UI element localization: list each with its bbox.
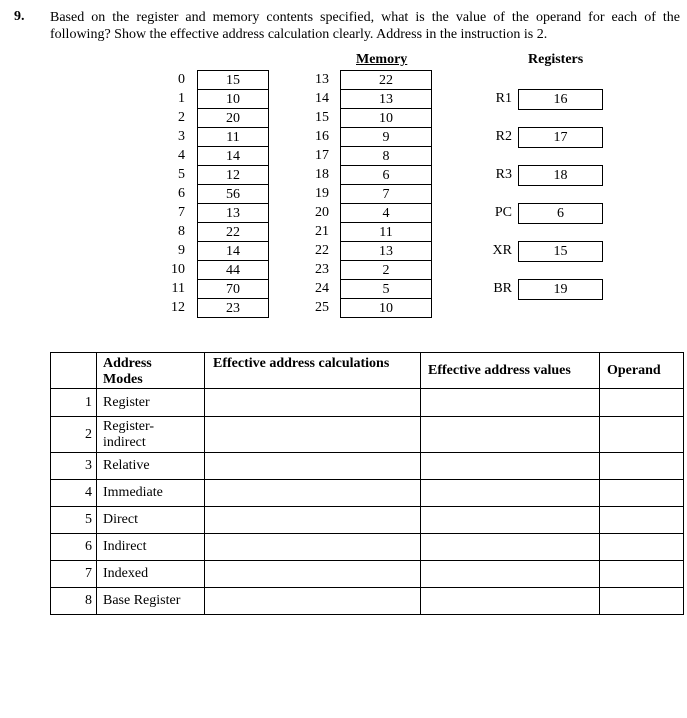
register-label: XR [492, 243, 512, 258]
memory-address: 7 [178, 205, 185, 220]
eac-cell[interactable] [205, 480, 421, 507]
memory-address: 14 [315, 91, 329, 106]
memory-cell: 13 [197, 203, 269, 223]
row-number: 4 [51, 480, 97, 507]
row-mode: Relative [97, 453, 205, 480]
register-label: R1 [495, 91, 512, 106]
memory-cell: 6 [340, 165, 432, 185]
register-value: 16 [518, 89, 603, 110]
row-number: 6 [51, 534, 97, 561]
operand-cell[interactable] [600, 453, 684, 480]
table-row [51, 480, 684, 507]
header-address-modes [97, 353, 205, 389]
header-number-cell [51, 353, 97, 389]
eav-cell[interactable] [421, 480, 600, 507]
memory-address: 12 [171, 300, 185, 315]
row-number: 8 [51, 588, 97, 615]
register-value: 17 [518, 127, 603, 148]
memory-cell: 5 [340, 279, 432, 299]
memory-cell: 12 [197, 165, 269, 185]
eav-cell[interactable] [421, 417, 600, 453]
memory-address: 13 [315, 72, 329, 87]
question-text: Based on the register and memory contents specified, what is the value of the operand for each of the following? Show the effective address calculation clearly. Address in the instruction is 2. [50, 10, 680, 42]
eav-cell[interactable] [421, 507, 600, 534]
table-header-row [51, 353, 684, 389]
memory-cell: 10 [197, 89, 269, 109]
row-number: 5 [51, 507, 97, 534]
header-effective-address-values: Effective address values [421, 353, 600, 389]
operand-cell[interactable] [600, 507, 684, 534]
operand-cell[interactable] [600, 588, 684, 615]
register-label: R2 [495, 129, 512, 144]
eac-cell[interactable] [205, 417, 421, 453]
memory-address: 4 [178, 148, 185, 163]
eac-cell[interactable] [205, 453, 421, 480]
memory-address: 2 [178, 110, 185, 125]
table-row [51, 417, 684, 453]
row-mode: Immediate [97, 480, 205, 507]
eav-cell[interactable] [421, 453, 600, 480]
memory-address: 25 [315, 300, 329, 315]
eav-cell[interactable] [421, 534, 600, 561]
memory-cell: 10 [340, 298, 432, 318]
memory-cell: 15 [197, 70, 269, 90]
memory-address: 17 [315, 148, 329, 163]
memory-cell: 10 [340, 108, 432, 128]
register-label: BR [493, 281, 512, 296]
eac-cell[interactable] [205, 588, 421, 615]
row-mode [97, 417, 205, 453]
memory-cell: 8 [340, 146, 432, 166]
operand-cell[interactable] [600, 480, 684, 507]
row-mode-line2: indirect [103, 434, 146, 450]
eac-cell[interactable] [205, 389, 421, 417]
table-row [51, 453, 684, 480]
register-value: 18 [518, 165, 603, 186]
header-mode-line2: Modes [103, 372, 143, 387]
memory-cell: 13 [340, 89, 432, 109]
memory-address: 22 [315, 243, 329, 258]
memory-cell: 2 [340, 260, 432, 280]
row-mode: Indirect [97, 534, 205, 561]
memory-cell: 11 [340, 222, 432, 242]
memory-address: 21 [315, 224, 329, 239]
memory-address: 16 [315, 129, 329, 144]
table-row [51, 561, 684, 588]
memory-address: 0 [178, 72, 185, 87]
memory-address: 24 [315, 281, 329, 296]
operand-cell[interactable] [600, 534, 684, 561]
memory-address: 11 [171, 281, 185, 296]
memory-cell: 11 [197, 127, 269, 147]
register-value: 19 [518, 279, 603, 300]
operand-cell[interactable] [600, 561, 684, 588]
table-row [51, 588, 684, 615]
row-mode: Indexed [97, 561, 205, 588]
row-number: 3 [51, 453, 97, 480]
memory-cell: 13 [340, 241, 432, 261]
memory-cell: 44 [197, 260, 269, 280]
register-value: 6 [518, 203, 603, 224]
row-number: 7 [51, 561, 97, 588]
memory-address: 19 [315, 186, 329, 201]
memory-cell: 70 [197, 279, 269, 299]
memory-cell: 9 [340, 127, 432, 147]
eac-cell[interactable] [205, 534, 421, 561]
header-mode-line1: Address [103, 356, 152, 371]
memory-address: 10 [171, 262, 185, 277]
memory-address: 20 [315, 205, 329, 220]
row-mode: Register [97, 389, 205, 417]
table-row [51, 507, 684, 534]
memory-address: 6 [178, 186, 185, 201]
memory-address: 23 [315, 262, 329, 277]
table-row [51, 534, 684, 561]
address-modes-table [50, 352, 684, 615]
eac-cell[interactable] [205, 507, 421, 534]
memory-address: 9 [178, 243, 185, 258]
eac-cell[interactable] [205, 561, 421, 588]
eav-cell[interactable] [421, 588, 600, 615]
memory-heading: Memory [356, 52, 408, 67]
row-number: 2 [51, 417, 97, 453]
row-mode: Direct [97, 507, 205, 534]
eav-cell[interactable] [421, 389, 600, 417]
registers-heading: Registers [528, 52, 584, 67]
memory-address: 15 [315, 110, 329, 125]
memory-address: 5 [178, 167, 185, 182]
row-number: 1 [51, 389, 97, 417]
memory-address: 1 [178, 91, 185, 106]
memory-cell: 14 [197, 146, 269, 166]
memory-cell: 23 [197, 298, 269, 318]
header-effective-address-calculations: Effective address calculations [205, 353, 421, 389]
register-value: 15 [518, 241, 603, 262]
memory-cell: 7 [340, 184, 432, 204]
register-label: PC [494, 205, 512, 220]
table-row [51, 389, 684, 417]
row-mode: Base Register [97, 588, 205, 615]
memory-address: 3 [178, 129, 185, 144]
memory-cell: 22 [340, 70, 432, 90]
register-label: R3 [495, 167, 512, 182]
operand-cell[interactable] [600, 389, 684, 417]
memory-cell: 22 [197, 222, 269, 242]
memory-cell: 14 [197, 241, 269, 261]
header-operand: Operand [600, 353, 684, 389]
row-mode-line1: Register- [103, 418, 155, 434]
memory-address: 8 [178, 224, 185, 239]
memory-cell: 4 [340, 203, 432, 223]
memory-address: 18 [315, 167, 329, 182]
eav-cell[interactable] [421, 561, 600, 588]
question-number: 9. [14, 9, 25, 24]
memory-cell: 56 [197, 184, 269, 204]
memory-cell: 20 [197, 108, 269, 128]
operand-cell[interactable] [600, 417, 684, 453]
